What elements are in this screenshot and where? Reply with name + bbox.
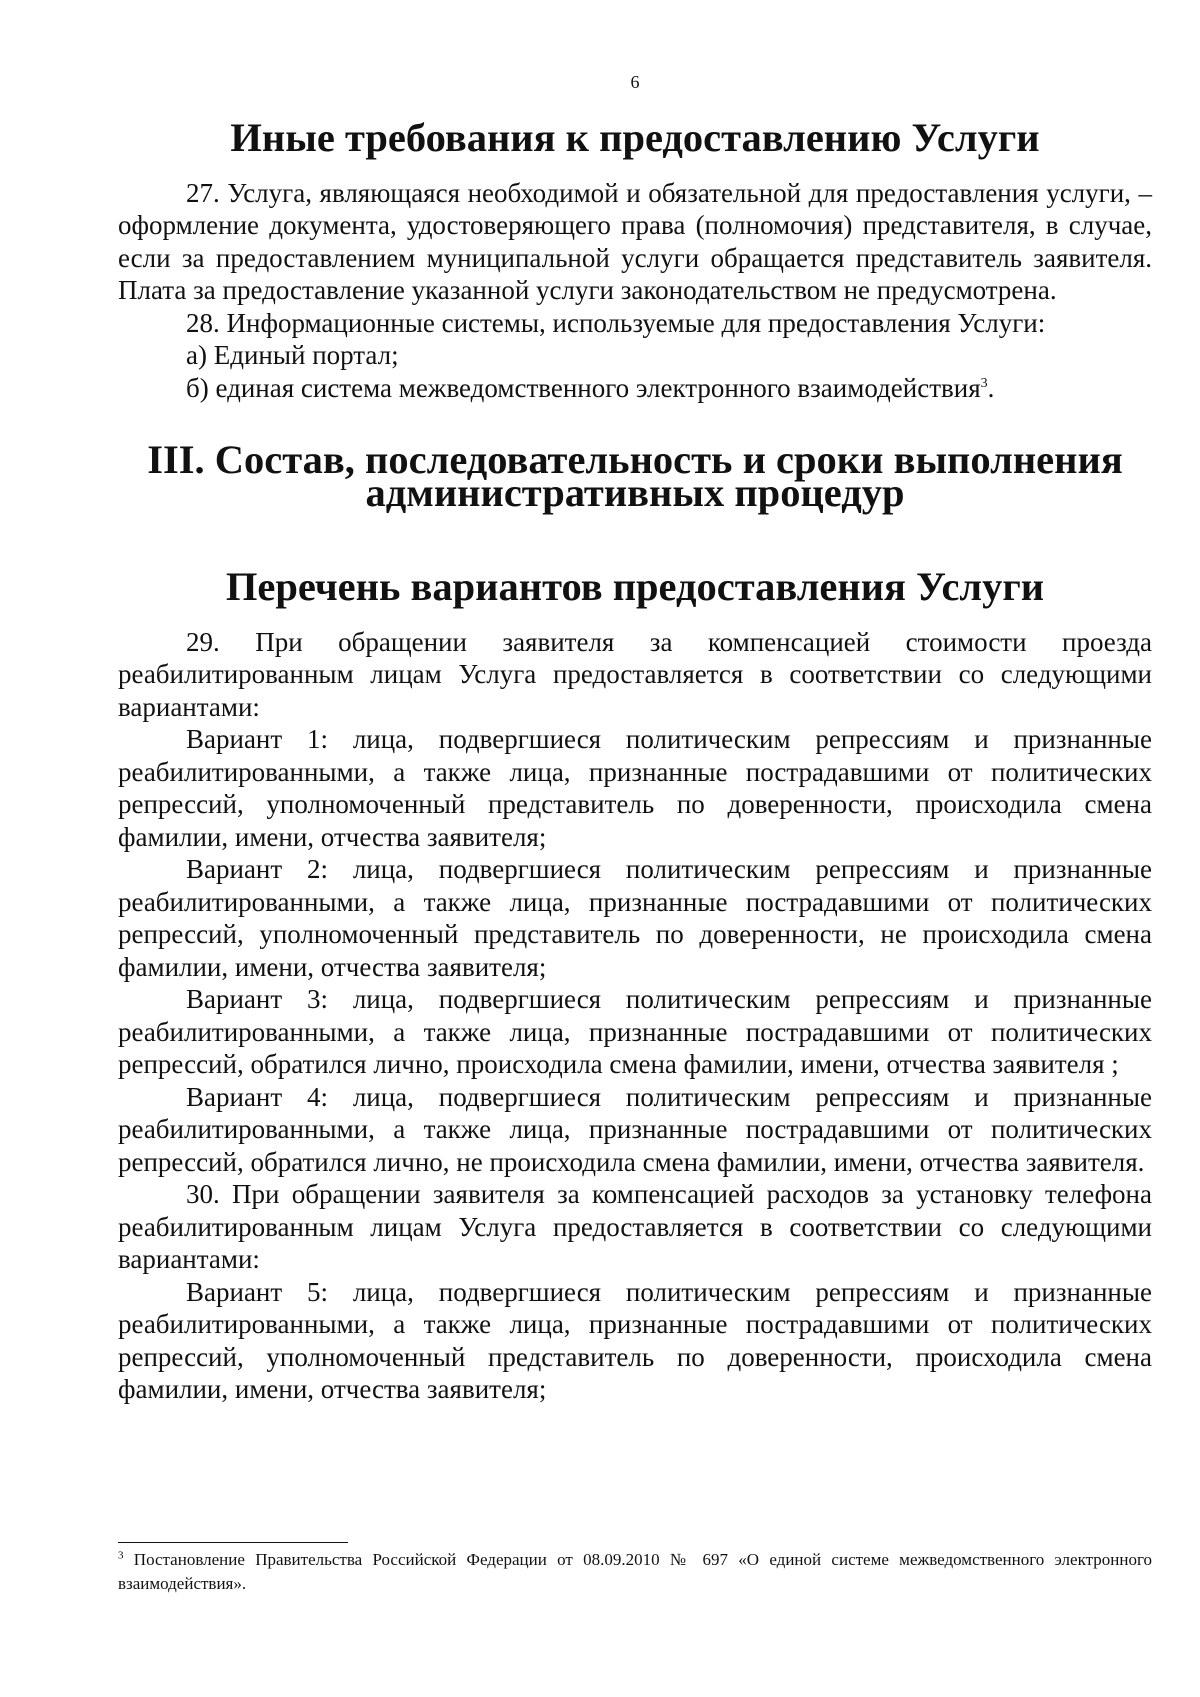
- footnote-reference: 3: [980, 375, 988, 391]
- paragraph-30: 30. При обращении заявителя за компенсацией расходов за установку телефона реабилитированным лицам Услуга предоставляется в соответствии со следующими вариантами:: [118, 1179, 1152, 1274]
- heading-variants-list: Перечень вариантов предоставления Услуги: [225, 564, 1045, 609]
- paragraph-28b: [118, 372, 1152, 405]
- footnote-number: 3: [118, 1549, 124, 1562]
- variant-4: Вариант 4: лица, подвергшиеся политическим репрессиям и признанные реабилитированными, а также лица, признанные пострадавшими от политических репрессий, обратился лично, не происходила смена фамилии, имени, отчества заявителя.: [118, 1081, 1152, 1177]
- heading-section-iii: III. Состав, последовательность и сроки выполнения административных процедур: [147, 437, 1123, 515]
- paragraph-29: 29. При обращении заявителя за компенсацией стоимости проезда реабилитированным лицам Услуга предоставляется в соответствии со следующими вариантами:: [118, 626, 1152, 722]
- page-number: 6: [630, 72, 640, 92]
- paragraph-27: 27. Услуга, являющаяся необходимой и обязательной для предоставления услуги, – оформление документа, удостоверяющего права (полномочия) представителя, в случае, если за предоставлением муниципальной услуги обращается представитель заявителя. Плата за предоставление указанной услуги законодательством не предусмотрена.: [118, 177, 1152, 305]
- variant-5: Вариант 5: лица, подвергшиеся политическим репрессиям и признанные реабилитированными, а также лица, признанные пострадавшими от политических репрессий, уполномоченный представитель по доверенности, происходила смена фамилии, имени, отчества заявителя;: [118, 1276, 1152, 1404]
- heading-other-requirements: Иные требования к предоставлению Услуги: [230, 115, 1040, 160]
- page-content: [118, 72, 1152, 1406]
- paragraph-28: 28. Информационные системы, используемые для предоставления Услуги:: [186, 307, 1046, 338]
- footnote-text: Постановление Правительства Российской Федерации от 08.09.2010 № 697 «О единой системе межведомственного электронного взаимодействия».: [118, 1550, 1152, 1593]
- paragraph-28a: а) Единый портал;: [186, 340, 399, 370]
- paragraph-28b-text: б) единая система межведомственного электронного взаимодействия: [186, 372, 981, 403]
- variant-1: Вариант 1: лица, подвергшиеся политическим репрессиям и признанные реабилитированными, а также лица, признанные пострадавшими от политических репрессий, уполномоченный представитель по доверенности, происходила смена фамилии, имени, отчества заявителя;: [118, 724, 1152, 852]
- variant-3: Вариант 3: лица, подвергшиеся политическим репрессиям и признанные реабилитированными, а также лица, признанные пострадавшими от политических репрессий, обратился лично, происходила смена фамилии, имени, отчества заявителя ;: [118, 984, 1152, 1079]
- footnote-divider: [118, 1542, 348, 1543]
- variant-2: Вариант 2: лица, подвергшиеся политическим репрессиям и признанные реабилитированными, а также лица, признанные пострадавшими от политических репрессий, уполномоченный представитель по доверенности, не происходила смена фамилии, имени, отчества заявителя;: [118, 854, 1152, 982]
- footnote: [118, 1548, 1152, 1596]
- paragraph-28b-end: .: [987, 372, 995, 403]
